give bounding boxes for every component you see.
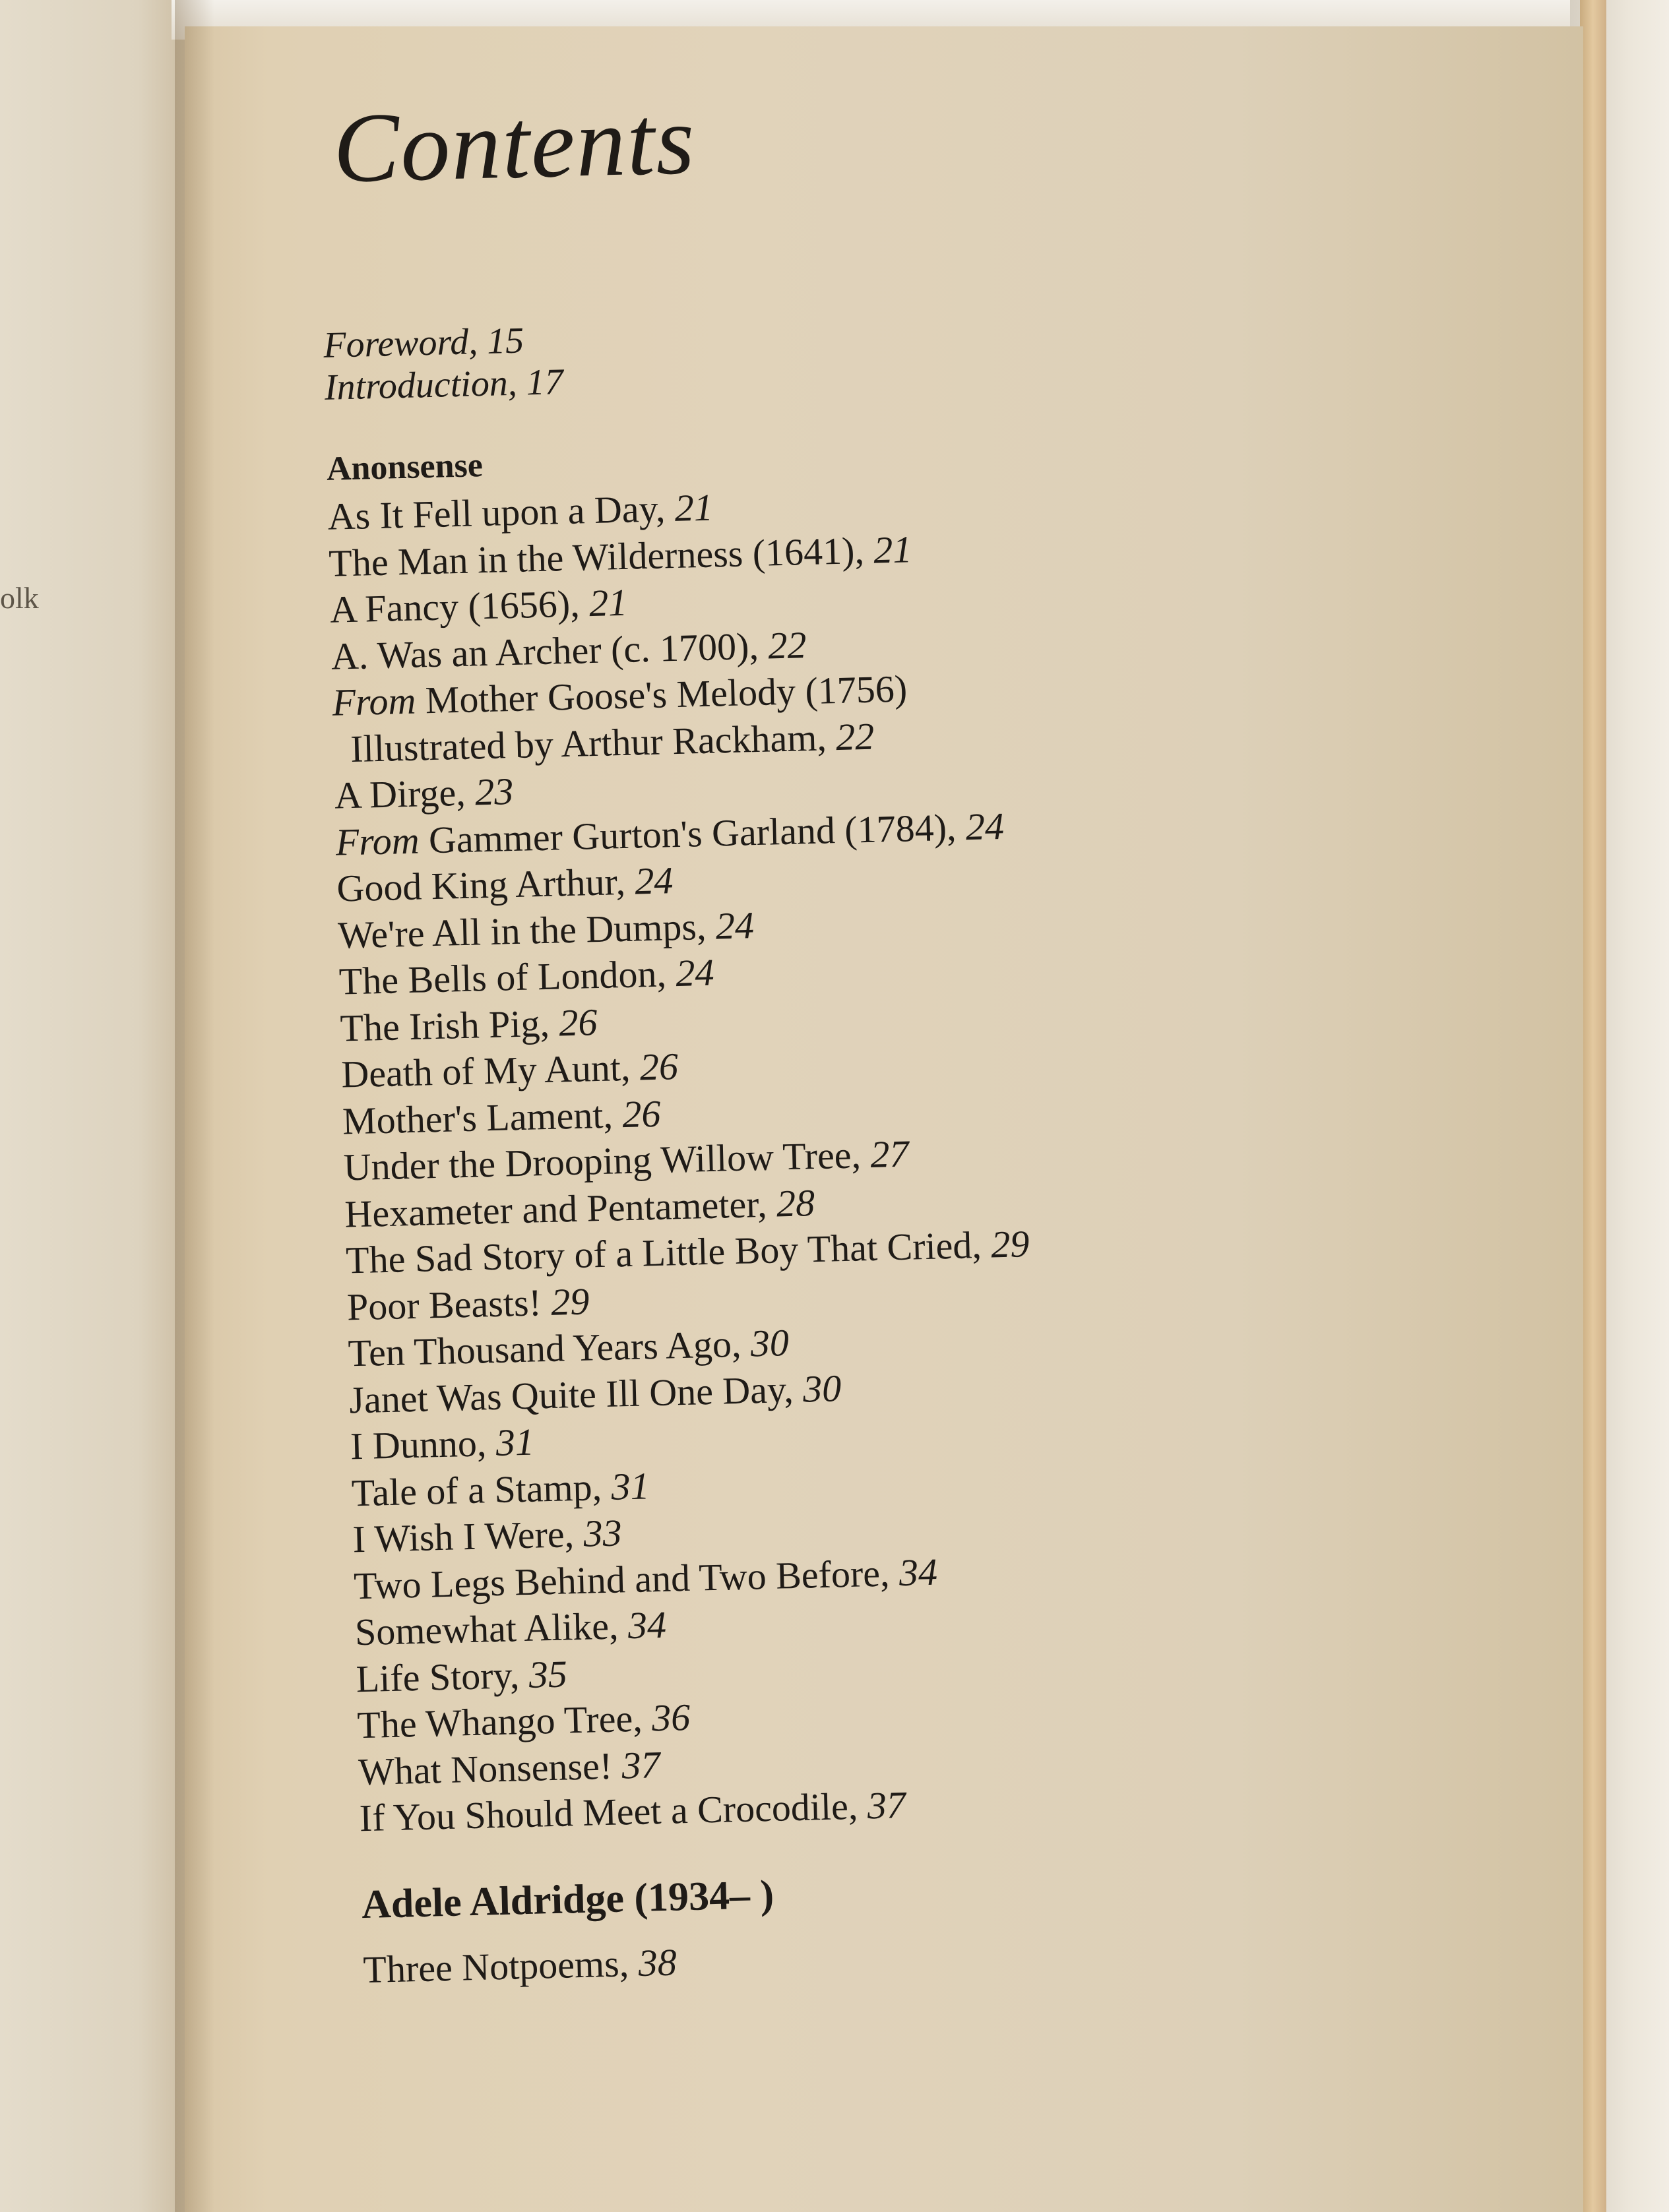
entry-page-number: 22: [767, 623, 807, 667]
entry-title: Mother's Lament: [342, 1093, 604, 1143]
toc-entry: The Bells of London, 24: [338, 950, 715, 1003]
toc-entry: Under the Drooping Willow Tree, 27: [343, 1132, 910, 1189]
page-title: Contents: [332, 85, 697, 204]
entry-page-number: 37: [621, 1742, 661, 1787]
entry-page-number: 38: [637, 1940, 677, 1984]
entry-title: What Nonsense!: [358, 1744, 613, 1793]
entry-title: Poor Beasts!: [346, 1280, 542, 1328]
toc-entry: A. Was an Archer (c. 1700), 22: [331, 623, 807, 678]
entry-title: The Sad Story of a Little Boy That Cried: [345, 1223, 973, 1282]
toc-entry: Good King Arthur, 24: [336, 859, 674, 910]
entry-page-number: 24: [634, 859, 674, 903]
entry-page-number: 31: [610, 1463, 650, 1508]
front-matter-item: Foreword, 15: [323, 320, 524, 366]
entry-title: Gammer Gurton's Garland (1784): [428, 805, 947, 861]
entry-title: Janet Was Quite Ill One Day: [348, 1367, 784, 1421]
section-heading: Adele Aldridge (1934– ): [361, 1872, 774, 1927]
contents-page: [185, 26, 1583, 2212]
toc-entry: Three Notpoems, 38: [362, 1940, 677, 1991]
entry-title: A Fancy (1656): [329, 582, 571, 631]
toc-entry: Death of My Aunt, 26: [340, 1045, 679, 1096]
entry-page-number: 23: [474, 770, 514, 814]
toc-entry: The Whango Tree, 36: [356, 1695, 691, 1747]
toc-entry: If You Should Meet a Crocodile, 37: [359, 1783, 906, 1840]
entry-page-number: 30: [802, 1366, 842, 1411]
entry-title: Three Notpoems: [362, 1942, 620, 1991]
toc-entry: Hexameter and Pentameter, 28: [344, 1181, 815, 1235]
front-matter-page: 15: [486, 320, 524, 362]
entry-page-number: 30: [750, 1321, 790, 1365]
entry-page-number: 31: [495, 1420, 535, 1464]
entry-page-number: 29: [990, 1222, 1030, 1266]
entry-title: The Man in the Wilderness (1641): [328, 528, 856, 585]
entry-page-number: 22: [835, 714, 875, 758]
entry-page-number: 37: [866, 1783, 906, 1828]
front-matter-page: 17: [525, 361, 564, 404]
toc-entry: Life Story, 35: [355, 1651, 568, 1700]
toc-entry: Illustrated by Arthur Rackham, 22: [350, 714, 875, 770]
toc-entry: Somewhat Alike, 34: [354, 1603, 667, 1654]
toc-entry: As It Fell upon a Day, 21: [327, 485, 714, 538]
entry-title: As It Fell upon a Day: [327, 487, 656, 538]
entry-page-number: 26: [621, 1091, 662, 1136]
toc-entry: Ten Thousand Years Ago, 30: [347, 1321, 790, 1375]
entry-page-number: 24: [715, 903, 755, 948]
section-entry-list: [363, 1916, 1583, 1993]
section-heading: Anonsense: [326, 446, 484, 488]
entry-page-number: 24: [675, 950, 715, 995]
front-matter-item: Introduction, 17: [324, 361, 564, 408]
entry-title: Hexameter and Pentameter: [344, 1182, 758, 1235]
entry-title: I Wish I Were: [352, 1512, 565, 1561]
page-edge: [1580, 0, 1606, 2212]
toc-entry: From Gammer Gurton's Garland (1784), 24: [334, 804, 1005, 864]
contents-block: [317, 36, 1583, 1994]
toc-entry: The Irish Pig, 26: [339, 1000, 598, 1050]
entry-title: The Whango Tree: [356, 1697, 633, 1747]
entry-page-number: 27: [869, 1132, 910, 1176]
entry-title: A. Was an Archer (c. 1700): [331, 624, 750, 678]
toc-entry: Janet Was Quite Ill One Day, 30: [348, 1366, 842, 1421]
entry-page-number: 24: [965, 804, 1005, 848]
entry-title: A Dirge: [334, 771, 457, 817]
entry-title: Ten Thousand Years Ago: [347, 1322, 732, 1375]
front-matter-title: Foreword: [323, 321, 469, 366]
entry-title: Life Story: [355, 1653, 511, 1700]
entry-page-number: 35: [528, 1651, 568, 1696]
entry-title: Good King Arthur: [336, 860, 617, 910]
entry-title: Two Legs Behind and Two Before: [353, 1551, 881, 1607]
toc-entry: A Dirge, 23: [334, 770, 514, 817]
entry-title: Death of My Aunt: [340, 1046, 621, 1096]
entry-page-number: 33: [583, 1511, 623, 1555]
entry-title: Tale of a Stamp: [351, 1465, 593, 1514]
entry-page-number: 26: [639, 1045, 679, 1089]
toc-entry: Two Legs Behind and Two Before, 34: [353, 1550, 938, 1607]
entry-page-number: 26: [558, 1000, 598, 1044]
left-page-text-fragment: olk: [0, 581, 39, 615]
entry-title: The Bells of London: [338, 952, 658, 1003]
front-matter-list: [323, 293, 1579, 408]
entry-page-number: 21: [674, 485, 714, 530]
entry-title: The Irish Pig: [339, 1001, 541, 1050]
entry-title: If You Should Meet a Crocodile: [359, 1785, 849, 1840]
entry-title: Mother Goose's Melody (1756): [424, 667, 908, 722]
toc-entry: Mother's Lament, 26: [342, 1091, 662, 1143]
entry-title: Somewhat Alike: [354, 1604, 610, 1654]
toc-entry: The Sad Story of a Little Boy That Cried, 29: [345, 1222, 1030, 1282]
left-facing-page: [0, 0, 198, 2212]
section-entry-list: [327, 463, 1583, 1841]
entry-page-number: 29: [550, 1279, 590, 1324]
entry-prefix: From: [331, 679, 417, 724]
toc-entry: I Dunno, 31: [350, 1420, 535, 1468]
front-matter-title: Introduction: [324, 363, 509, 408]
entry-page-number: 28: [776, 1181, 815, 1225]
entry-page-number: 21: [873, 527, 913, 572]
entry-page-number: 36: [651, 1695, 691, 1740]
entry-title: We're All in the Dumps: [337, 904, 697, 957]
entry-title: Under the Drooping Willow Tree: [343, 1133, 852, 1189]
entry-page-number: 34: [898, 1550, 938, 1594]
entry-title: I Dunno: [350, 1421, 478, 1468]
entry-prefix: From: [334, 818, 420, 864]
toc-entry: The Man in the Wilderness (1641), 21: [328, 527, 913, 585]
toc-entry: We're All in the Dumps, 24: [337, 903, 755, 957]
entry-page-number: 34: [627, 1603, 667, 1647]
toc-entry: A Fancy (1656), 21: [329, 580, 628, 631]
gutter-shadow: [175, 0, 214, 2212]
toc-entry: Tale of a Stamp, 31: [351, 1463, 650, 1514]
entry-page-number: 21: [588, 580, 628, 625]
entry-title: Illustrated by Arthur Rackham: [350, 716, 817, 770]
toc-entry: I Wish I Were, 33: [352, 1511, 623, 1561]
